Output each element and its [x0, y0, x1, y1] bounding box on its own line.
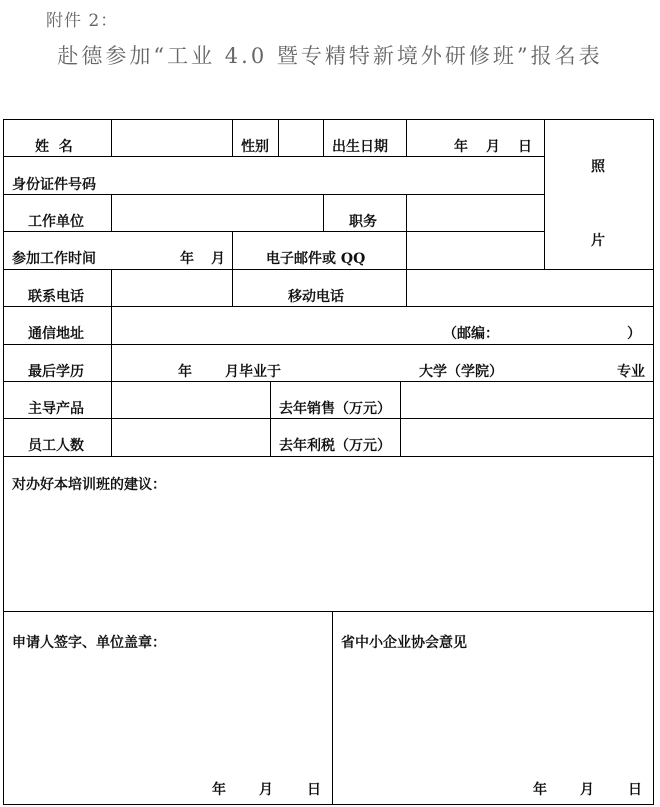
association-opinion-label: 省中小企业协会意见 — [341, 635, 467, 651]
birth-day-unit: 日 — [518, 139, 532, 155]
work-start-label: 参加工作时间 — [12, 251, 96, 267]
sign-day-unit-right: 日 — [628, 782, 642, 798]
postcode-close: ） — [627, 326, 641, 342]
signature-divider — [332, 611, 333, 805]
sign-year-unit-left: 年 — [212, 782, 226, 798]
work-start-month-unit: 月 — [211, 251, 225, 267]
mobile-input[interactable] — [407, 270, 653, 306]
column-divider — [232, 231, 233, 306]
mobile-label: 移动电话 — [288, 289, 344, 305]
border-top — [3, 119, 654, 120]
sales-label: 去年销售（万元） — [279, 401, 391, 417]
education-label: 最后学历 — [28, 364, 84, 380]
work-start-year-unit: 年 — [180, 251, 194, 267]
product-label: 主导产品 — [28, 401, 84, 417]
border-bottom — [3, 804, 654, 805]
postcode-label: （邮编： — [443, 326, 499, 342]
id-number-input[interactable] — [112, 157, 544, 194]
applicant-signature-label: 申请人签字、单位盖章： — [12, 635, 166, 651]
sign-month-unit-right: 月 — [580, 782, 594, 798]
position-input[interactable] — [407, 195, 544, 231]
tax-input[interactable] — [401, 419, 653, 456]
suggestion-textarea[interactable] — [4, 494, 653, 611]
row-divider — [3, 344, 654, 345]
column-divider — [323, 119, 324, 156]
column-divider — [406, 119, 407, 156]
birth-year-unit: 年 — [454, 139, 468, 155]
applicant-signature-area[interactable] — [4, 659, 332, 759]
staff-input[interactable] — [112, 419, 270, 456]
sign-year-unit-right: 年 — [533, 782, 547, 798]
name-input[interactable] — [112, 120, 232, 156]
email-input[interactable] — [407, 232, 544, 269]
postcode-input[interactable] — [509, 317, 629, 341]
row-divider — [3, 456, 654, 457]
border-right — [653, 119, 654, 805]
column-divider — [232, 119, 233, 156]
graduation-month-text: 月毕业于 — [225, 364, 281, 380]
birth-date-label: 出生日期 — [332, 139, 388, 155]
sign-month-unit-left: 月 — [259, 782, 273, 798]
product-input[interactable] — [112, 382, 270, 418]
employer-label: 工作单位 — [28, 214, 84, 230]
name-label: 姓 名 — [35, 139, 73, 155]
employer-input[interactable] — [112, 195, 323, 231]
university-text: 大学（学院） — [419, 364, 503, 380]
sign-day-unit-left: 日 — [307, 782, 321, 798]
registration-form — [3, 119, 654, 805]
form-title: 赴德参加“工业 4.0 暨专精特新境外研修班”报名表 — [57, 44, 603, 68]
phone-label: 联系电话 — [28, 289, 84, 305]
row-divider — [3, 611, 654, 612]
photo-label-top: 照 — [591, 159, 605, 175]
birth-month-unit: 月 — [486, 139, 500, 155]
phone-input[interactable] — [112, 270, 232, 306]
suggestion-label: 对办好本培训班的建议： — [12, 477, 166, 493]
photo-label-bottom: 片 — [591, 233, 605, 249]
annex-label: 附件 2： — [46, 11, 119, 31]
column-divider — [323, 194, 324, 231]
position-label: 职务 — [349, 214, 377, 230]
association-opinion-area[interactable] — [334, 659, 653, 759]
photo-divider — [544, 119, 545, 269]
staff-label: 员工人数 — [28, 438, 84, 454]
gender-input[interactable] — [279, 120, 323, 156]
gender-label: 性别 — [241, 139, 269, 155]
graduation-year-unit: 年 — [178, 364, 192, 380]
address-input[interactable] — [112, 307, 442, 344]
column-divider — [270, 381, 271, 456]
tax-label: 去年利税（万元） — [279, 438, 391, 454]
id-number-label: 身份证件号码 — [12, 177, 96, 193]
sales-input[interactable] — [401, 382, 653, 418]
email-label: 电子邮件或 QQ — [266, 251, 366, 267]
address-label: 通信地址 — [28, 326, 84, 342]
major-text: 专业 — [617, 364, 645, 380]
